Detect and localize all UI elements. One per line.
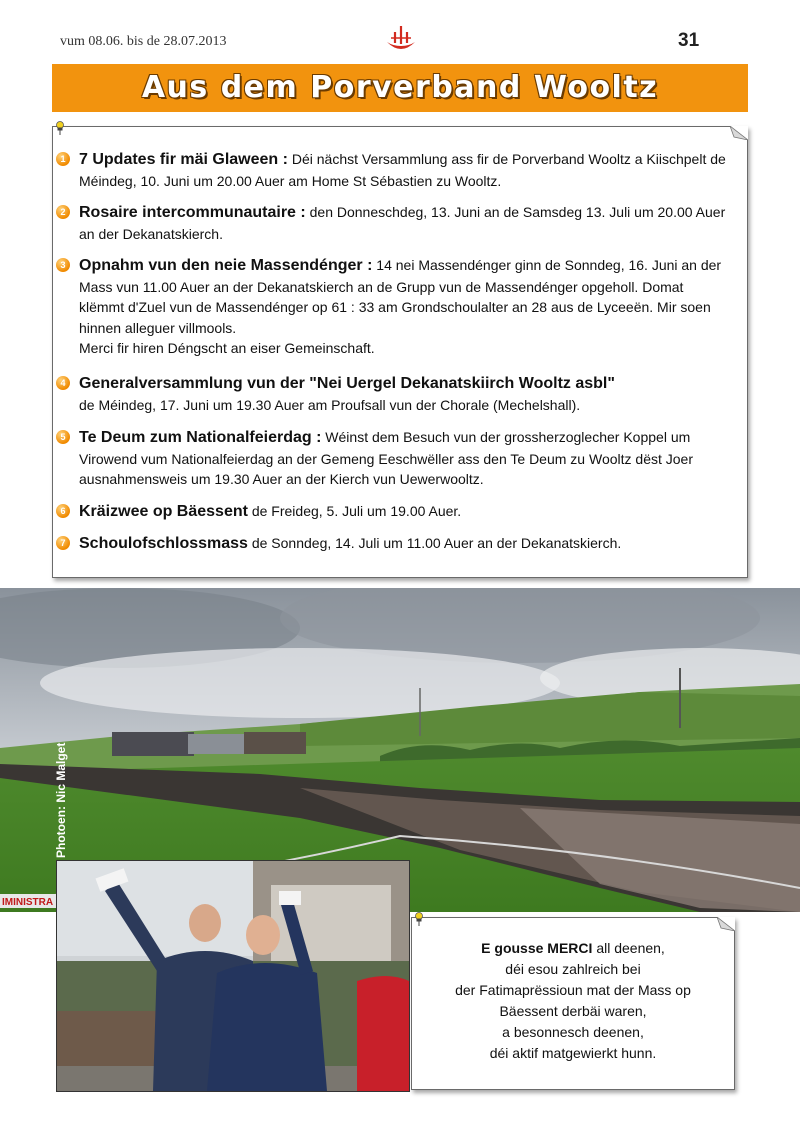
event-title: Generalversammlung vun der "Nei Uergel Dekanatskiirch Wooltz asbl": [79, 375, 615, 392]
thanks-line: Bäessent derbäi waren,: [499, 1003, 647, 1019]
photo-credit: [50, 740, 72, 860]
event-title: Opnahm vun den neie Massendénger :: [79, 257, 373, 274]
bullet-number: 6: [56, 504, 70, 518]
section-title: Aus dem Porverband Wooltz: [141, 70, 659, 105]
thanks-line: all deenen,: [596, 940, 665, 956]
bullet-number: 4: [56, 376, 70, 390]
event-text: Déi nächst Versammlung ass fir de Porverband Wooltz a Kiischpelt de Méindeg, 10. Juni um 20.00 Auer am Home St Sébastien zu Wooltz.: [79, 151, 726, 189]
event-item: [60, 533, 727, 555]
event-text: Wéinst dem Besuch vun der grossherzoglecher Koppel um Virowend vum Nationalfeierdag an der Gemeng Eeschwëller ass den Te Deum zu Wooltz dëst Joer ausnahmensweis um 19.30 Auer an der Kierch vun Uewerwooltz.: [79, 429, 693, 487]
inset-photo: [56, 860, 410, 1092]
pushpin-icon: [414, 912, 424, 926]
event-text: de Freideg, 5. Juli um 19.00 Auer.: [251, 503, 462, 519]
events-note: [52, 126, 748, 578]
event-text: den Donneschdeg, 13. Juni an de Samsdeg 13. Juli um 20.00 Auer an der Dekanatskierch.: [79, 204, 726, 242]
header-date-range: vum 08.06. bis de 28.07.2013: [60, 34, 227, 49]
event-text: de Sonndeg, 14. Juli um 11.00 Auer an der Dekanatskierch.: [251, 535, 622, 551]
thanks-line: déi esou zahlreich bei: [505, 961, 641, 977]
event-item: [60, 202, 727, 244]
thanks-line: a besonnesch deenen,: [502, 1024, 644, 1040]
event-item: [60, 501, 727, 523]
thanks-lead: E gousse MERCI: [481, 940, 593, 956]
thanks-line: der Fatimaprëssioun mat der Mass op: [455, 982, 691, 998]
page-curl-icon: [730, 126, 748, 140]
event-title: Schoulofschlossmass: [79, 535, 248, 552]
event-item: [60, 149, 727, 191]
bullet-number: 7: [56, 536, 70, 550]
bullet-number: 1: [56, 152, 70, 166]
event-title: Te Deum zum Nationalfeierdag :: [79, 429, 322, 446]
event-title: Rosaire intercommunautaire :: [79, 204, 306, 221]
section-banner: [52, 64, 748, 112]
event-item: [60, 427, 727, 490]
bullet-number: 5: [56, 430, 70, 444]
event-item: [60, 255, 727, 359]
tape-text: IMINISTRA: [2, 897, 54, 908]
bullet-number: 3: [56, 258, 70, 272]
pushpin-icon: [55, 121, 65, 135]
event-text-extra: Merci fir hiren Déngscht an eiser Gemeinschaft.: [79, 340, 375, 356]
thanks-note: [411, 917, 735, 1090]
page-curl-icon: [717, 917, 735, 931]
event-title: 7 Updates fir mäi Glaween :: [79, 151, 288, 168]
bullet-number: 2: [56, 205, 70, 219]
event-text: de Méindeg, 17. Juni um 19.30 Auer am Proufsall vun der Chorale (Mechelshall).: [79, 396, 581, 413]
thanks-line: déi aktif matgewierkt hunn.: [489, 1045, 657, 1061]
thanks-message: [412, 938, 734, 1064]
event-title: Kräizwee op Bäessent: [79, 503, 248, 520]
event-text: 14 nei Massendénger ginn de Sonndeg, 16. Juni an der Mass vun 11.00 Auer an der Dekanatskierch an de Grupp vun de Massendénger opgeholl. Domat klëmmt d'Zuel vun de Massendénger op 61 : 33 am Grondschoulalter an 28 aus de Lyceeën. Mir soen hinnen alleguer villmools.: [79, 257, 722, 336]
parish-logo-icon: [383, 22, 419, 58]
event-item: [60, 373, 727, 415]
photo-credit-text: Photoen: Nic Malget: [54, 742, 68, 858]
page-number: 31: [678, 30, 700, 51]
